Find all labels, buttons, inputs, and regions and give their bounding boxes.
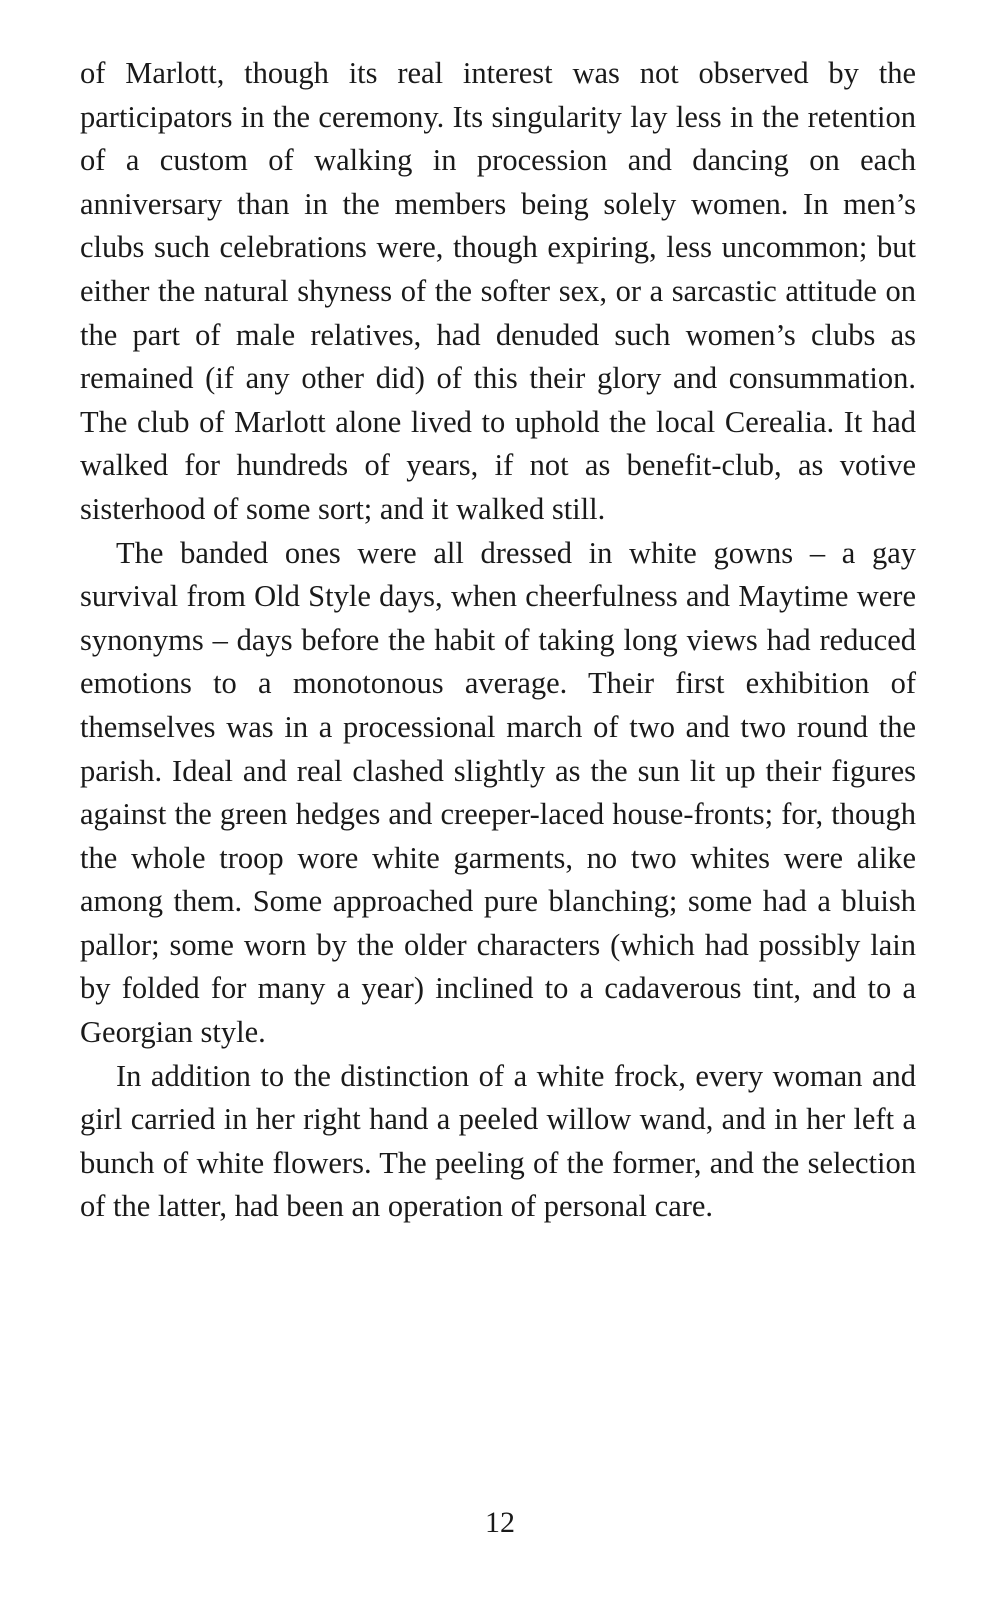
paragraph-willow-wand: In addition to the distinction of a white frock, every woman and girl carried in her right hand a peeled willow wand, and in her left a bunch of white flowers. The peeling of the former, and the selection of the latter, had been an operation of personal care. bbox=[80, 1058, 916, 1224]
paragraph-continued: of Marlott, though its real interest was not observed by the participators in the ceremony. Its singularity lay less in the retention of a custom of walking in procession and dancing on each anniversary than in the members being solely women. In men’s clubs such celebrations were, though expiring, less uncommon; but either the natural shyness of the softer sex, or a sarcastic attitude on the part of male relatives, had denuded such women’s clubs as remained (if any other did) of this their glory and consummation. The club of Marlott alone lived to uphold the local Cerealia. It had walked for hundreds of years, if not as benefit-club, as votive sisterhood of some sort; and it walked still. bbox=[80, 56, 916, 526]
page-number: 12 bbox=[485, 1506, 515, 1539]
body-text bbox=[80, 52, 916, 1229]
paragraph-white-gowns: The banded ones were all dressed in white gowns – a gay survival from Old Style days, when cheerfulness and Maytime were synonyms – days before the habit of taking long views had reduced emotions to a monotonous average. Their first exhibition of themselves was in a processional march of two and two round the parish. Ideal and real clashed slightly as the sun lit up their figures against the green hedges and creeper-laced house-fronts; for, though the whole troop wore white garments, no two whites were alike among them. Some approached pure blanching; some had a bluish pallor; some worn by the older characters (which had possibly lain by folded for many a year) inclined to a cadaverous tint, and to a Georgian style. bbox=[80, 535, 916, 1050]
